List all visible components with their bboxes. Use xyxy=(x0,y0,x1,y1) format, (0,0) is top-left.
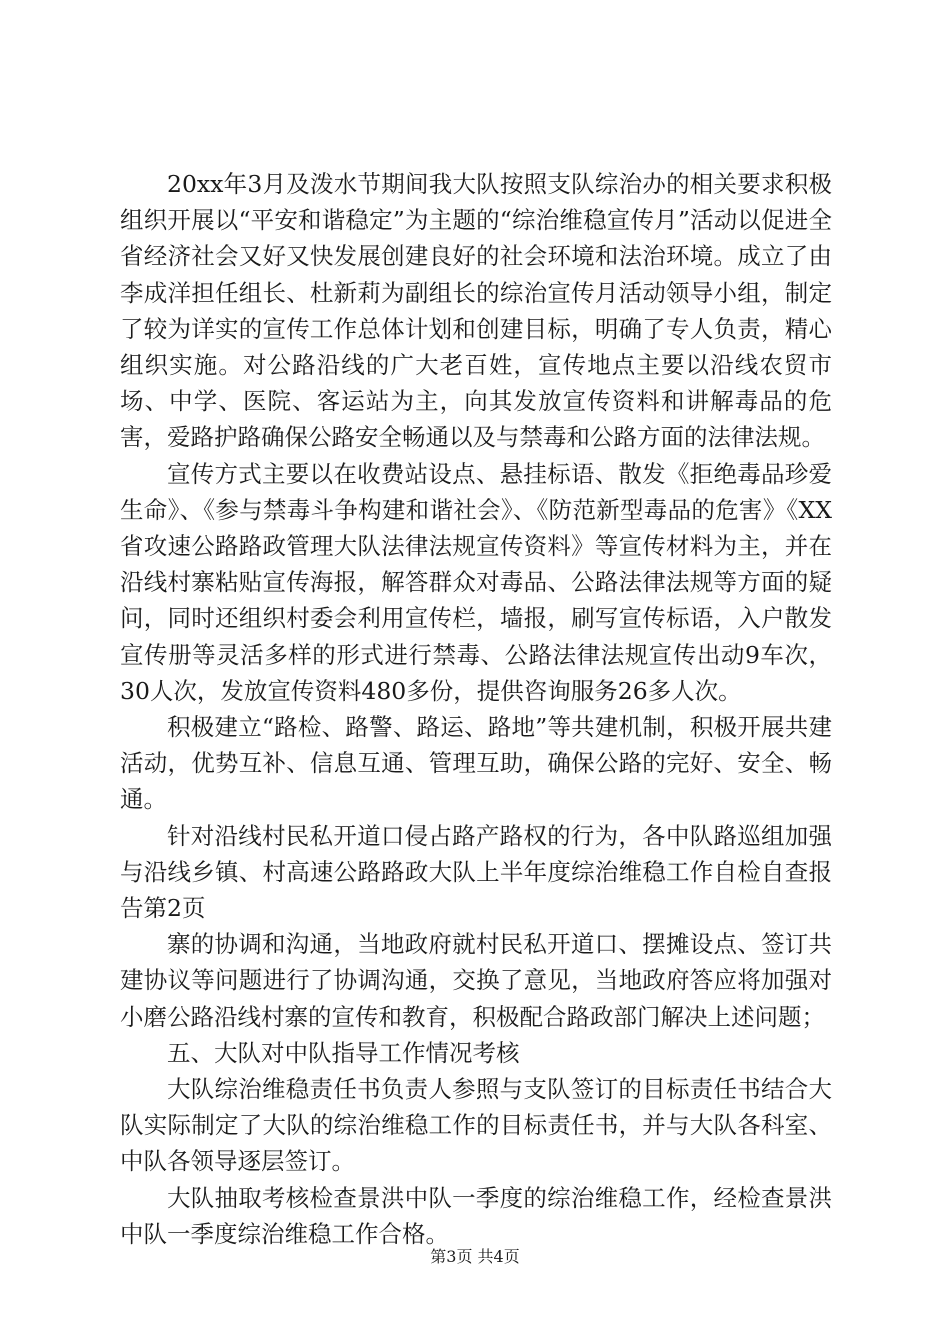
section-heading-5: 五、大队对中队指导工作情况考核 xyxy=(167,1038,520,1067)
paragraph-8: 大队抽取考核检查景洪中队一季度的综治维稳工作，经检查景洪中队一季度综治维稳工作合格。 xyxy=(120,1183,832,1248)
paragraph-5: 寨的协调和沟通，当地政府就村民私开道口、摆摊设点、签订共建协议等问题进行了协调沟通，交换了意见，当地政府答应将加强对小磨公路沿线村寨的宣传和教育，积极配合路政部门解决上述问题； xyxy=(120,930,832,1031)
document-body xyxy=(120,166,832,1252)
paragraph-7: 大队综治维稳责任书负责人参照与支队签订的目标责任书结合大队实际制定了大队的综治维稳工作的目标责任书，并与大队各科室、中队各领导逐层签订。 xyxy=(120,1075,832,1176)
paragraph-4: 针对沿线村民私开道口侵占路产路权的行为，各中队路巡组加强与沿线乡镇、村高速公路路政大队上半年度综治维稳工作自检自查报告第2页 xyxy=(120,821,832,923)
paragraph-2: 宣传方式主要以在收费站设点、悬挂标语、散发《拒绝毒品珍爱生命》、《参与禁毒斗争构建和谐社会》、《防范新型毒品的危害》《XX省攻速公路路政管理大队法律法规宣传资料》等宣传材料为主，并在沿线村寨粘贴宣传海报，解答群众对毒品、公路法律法规等方面的疑问，同时还组织村委会利用宣传栏，墙报，刷写宣传标语，入户散发宣传册等灵活多样的形式进行禁毒、公路法律法规宣传出动9车次，30人次，发放宣传资料480多份，提供咨询服务26多人次。 xyxy=(120,459,832,705)
paragraph-3: 积极建立“路检、路警、路运、路地”等共建机制，积极开展共建活动，优势互补、信息互通、管理互助，确保公路的完好、安全、畅通。 xyxy=(120,713,832,814)
paragraph-1: 20xx年3月及泼水节期间我大队按照支队综治办的相关要求积极组织开展以“平安和谐稳定”为主题的“综治维稳宣传月”活动以促进全省经济社会又好又快发展创建良好的社会环境和法治环境。成立了由李成洋担任组长、杜新莉为副组长的综治宣传月活动领导小组，制定了较为详实的宣传工作总体计划和创建目标，明确了专人负责，精心组织实施。对公路沿线的广大老百姓，宣传地点主要以沿线农贸市场、中学、医院、客运站为主，向其发放宣传资料和讲解毒品的危害，爱路护路确保公路安全畅通以及与禁毒和公路方面的法律法规。 xyxy=(120,170,832,452)
page-footer: 第3页 共4页 xyxy=(430,1247,520,1266)
